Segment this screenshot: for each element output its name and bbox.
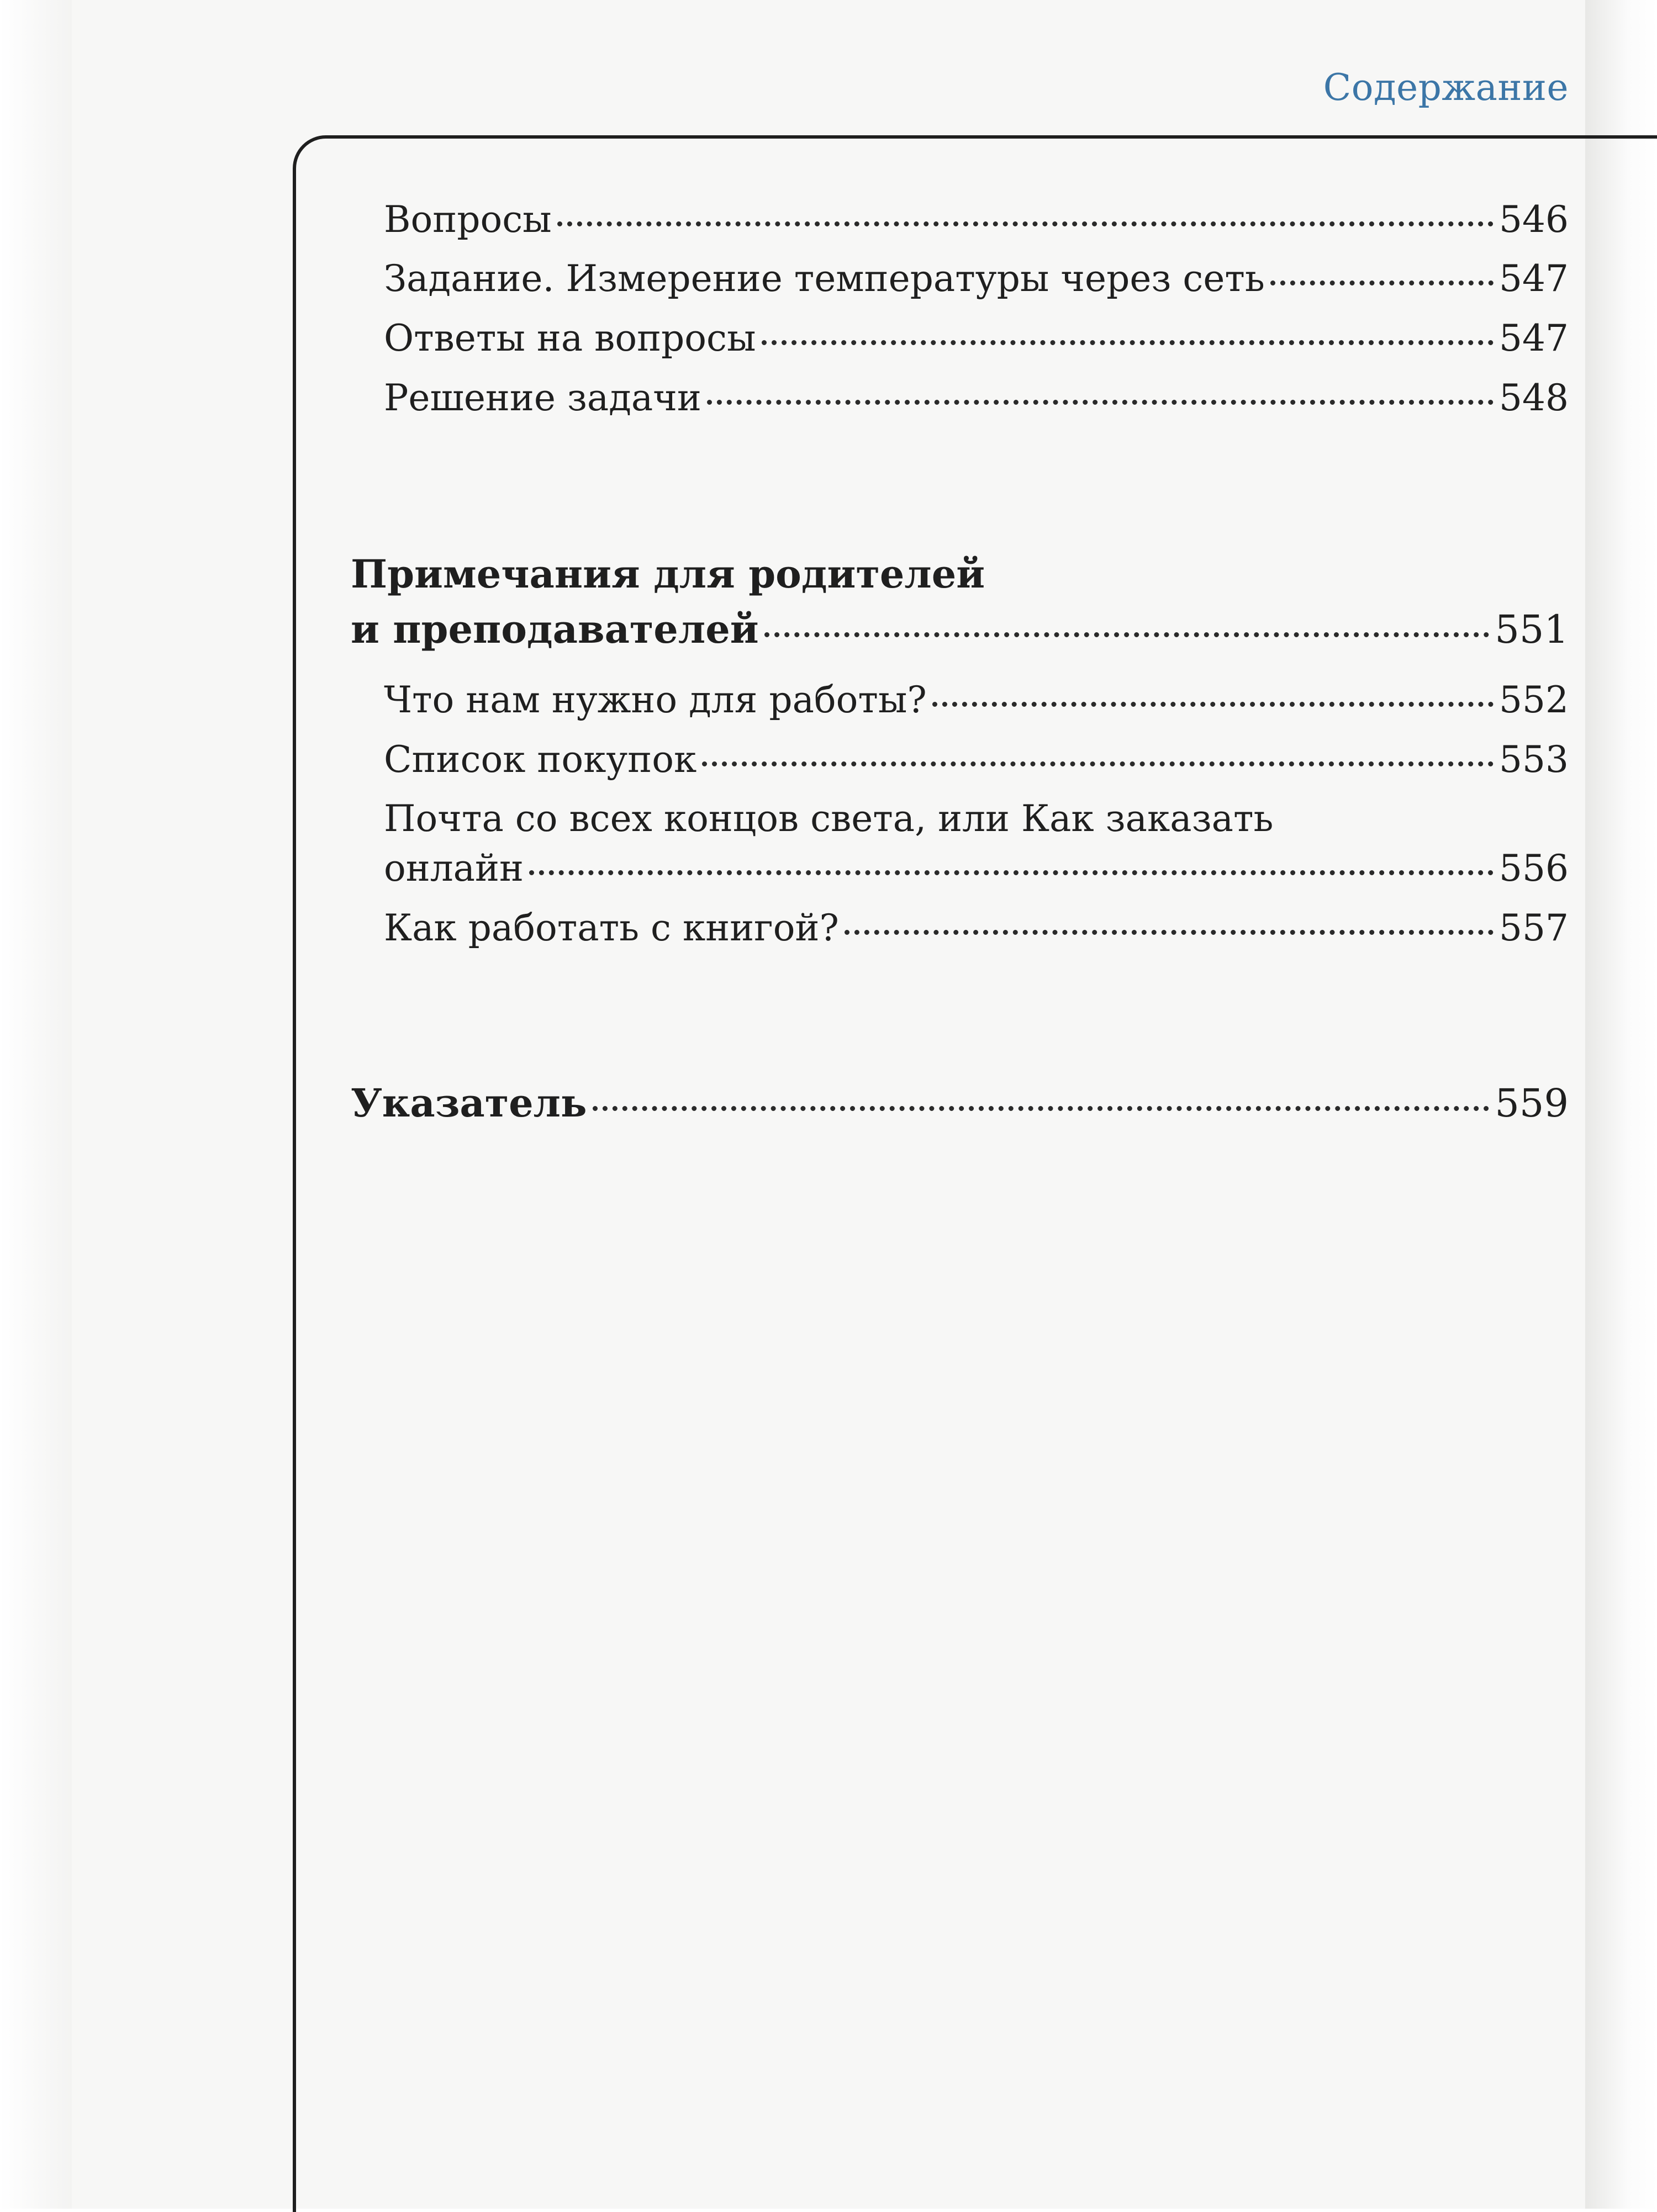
toc-page-number: 553 [1499,738,1569,781]
toc-page-number: 547 [1499,317,1569,359]
toc-page-number: 546 [1499,198,1569,241]
toc-dot-leader [845,930,1494,935]
toc-entry-notes [351,606,1569,652]
toc-page-number: 547 [1499,257,1569,300]
toc-entry-title: Решение задачи [384,377,701,419]
toc-entry-task-temperature [384,257,1569,300]
toc-dot-leader [529,870,1494,875]
toc-entry-notes-line1: Примечания для родителей [351,551,985,597]
toc-page-number: 551 [1495,607,1569,652]
toc-dot-leader [702,761,1494,766]
toc-dot-leader [1270,281,1494,285]
toc-dot-leader [762,340,1494,345]
toc-page-number: 557 [1499,907,1569,949]
toc-entry-shopping-list [384,738,1569,781]
toc-entry-title: Что нам нужно для работы? [384,679,927,721]
toc-entry-title: Список покупок [384,738,697,781]
toc-page-number: 548 [1499,377,1569,419]
toc-dot-leader [932,702,1494,707]
toc-entry-questions [384,198,1569,241]
toc-entry-solution [384,377,1569,419]
toc-entry-how-to-use [384,907,1569,949]
toc-entry-title: Как работать с книгой? [384,907,839,949]
toc-entry-mail [384,847,1569,890]
toc-dot-leader [707,400,1494,405]
toc-page-number: 559 [1495,1081,1569,1126]
toc-entry-index [351,1080,1569,1126]
page-edge-left [0,0,72,2209]
toc-dot-leader [593,1106,1490,1111]
toc-entry-what-we-need [384,679,1569,721]
toc-entry-title: Вопросы [384,198,552,241]
running-head: Содержание [1323,66,1569,109]
toc-entry-title: Указатель [351,1080,587,1126]
toc-page-number: 552 [1499,679,1569,721]
toc-entry-mail-line1: Почта со всех концов света, или Как заказать [384,797,1274,840]
toc-dot-leader [557,221,1494,226]
toc-frame [293,135,1657,2212]
toc-entry-title: и преподавателей [351,606,759,652]
toc-entry-title: Задание. Измерение температуры через сеть [384,257,1265,300]
toc-page-number: 556 [1499,847,1569,890]
toc-entry-title: Ответы на вопросы [384,317,756,359]
toc-dot-leader [764,632,1490,637]
toc-entry-answers [384,317,1569,359]
toc-entry-title: онлайн [384,847,524,890]
